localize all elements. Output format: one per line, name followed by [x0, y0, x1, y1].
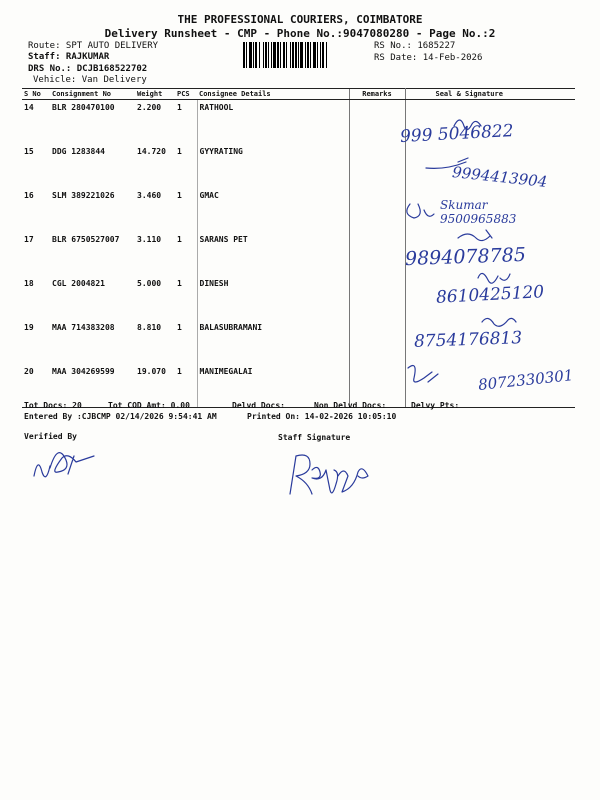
handwritten-phone: 8754176813 — [413, 328, 523, 352]
handwritten-phone: 8610425120 — [435, 282, 545, 308]
drs-number: DRS No.: DCJB168522702 — [28, 64, 148, 74]
row-weight: 5.000 — [137, 279, 162, 288]
row-pcs: 1 — [177, 103, 182, 112]
non-delivered-docs: Non Delvd Docs: — [314, 401, 387, 410]
row-pcs: 1 — [175, 364, 197, 408]
handwritten-phone: 9894078785 — [404, 243, 527, 271]
row-consignee: GMAC — [197, 188, 349, 232]
row-sno: 15 — [24, 147, 34, 156]
runsheet-title: Delivery Runsheet - CMP - Phone No.:9047080280 - Page No.:2 — [104, 27, 496, 40]
col-weight: Weight — [135, 89, 175, 100]
staff-signature — [282, 446, 392, 506]
row-weight: 8.810 — [137, 323, 162, 332]
company-title: THE PROFESSIONAL COURIERS, COIMBATORE — [177, 13, 423, 26]
row-consignee: DINESH — [197, 276, 349, 320]
row-sno: 14 — [24, 103, 34, 112]
row-sno: 17 — [24, 235, 34, 244]
col-consignment: Consignment No — [50, 89, 135, 100]
row-consignment: MAA 304269599 — [50, 364, 135, 408]
delivered-docs: Delvd Docs: — [232, 401, 285, 410]
row-sno: 19 — [24, 323, 34, 332]
col-remarks: Remarks — [349, 89, 405, 100]
total-cod: Tot COD Amt: 0.00 — [108, 401, 190, 410]
staff-label: Staff: RAJKUMAR — [28, 52, 110, 62]
entered-by: Entered By :CJBCMP 02/14/2026 9:54:41 AM — [24, 412, 217, 421]
row-consignment: DDG 1283844 — [52, 147, 105, 156]
route-label: Route: SPT AUTO DELIVERY — [28, 41, 159, 51]
row-consignment: SLM 389221026 — [52, 191, 115, 200]
verified-by-label: Verified By — [24, 432, 77, 441]
row-consignment: MAA 714383208 — [52, 323, 115, 332]
row-consignment: CGL 2004821 — [52, 279, 105, 288]
barcode — [243, 42, 369, 68]
col-seal: Seal & Signature — [405, 89, 575, 100]
vehicle-label: Vehicle: Van Delivery — [33, 75, 147, 85]
row-consignment: BLR 280470100 — [52, 103, 115, 112]
row-consignee: RATHOOL — [197, 100, 349, 145]
rs-date: RS Date: 14-Feb-2026 — [374, 53, 483, 63]
row-pcs: 1 — [177, 323, 182, 332]
col-consignee: Consignee Details — [197, 89, 349, 100]
row-sno: 16 — [24, 191, 34, 200]
handwritten-phone: Skumar 9500965883 — [440, 198, 517, 226]
row-weight: 19.070 — [135, 364, 175, 408]
row-consignee: SARANS PET — [197, 232, 349, 276]
row-pcs: 1 — [177, 147, 182, 156]
verifier-signature — [28, 440, 108, 490]
row-weight: 3.460 — [137, 191, 162, 200]
row-weight: 2.200 — [137, 103, 162, 112]
col-pcs: PCS — [175, 89, 197, 100]
row-weight: 3.110 — [137, 235, 162, 244]
row-weight: 14.720 — [137, 147, 166, 156]
col-sno: S No — [22, 89, 50, 100]
row-pcs: 1 — [177, 235, 182, 244]
row-pcs: 1 — [177, 191, 182, 200]
row-consignee: MANIMEGALAI — [197, 364, 349, 408]
row-consignment: BLR 6750527007 — [52, 235, 120, 244]
signature-scribbles — [380, 96, 580, 396]
row-consignee: GYYRATING — [197, 144, 349, 188]
staff-signature-label: Staff Signature — [278, 433, 351, 442]
delivery-points: Delvy Pts: — [411, 401, 460, 410]
row-sno: 18 — [24, 279, 34, 288]
handwritten-phone: 999 5046822 — [399, 121, 515, 147]
handwritten-phone: 9994413904 — [451, 163, 549, 191]
printed-on: Printed On: 14-02-2026 10:05:10 — [247, 412, 397, 421]
row-pcs: 1 — [177, 279, 182, 288]
rs-number: RS No.: 1685227 — [374, 41, 456, 51]
row-consignee: BALASUBRAMANI — [197, 320, 349, 364]
row-sno: 20 — [22, 364, 50, 408]
handwritten-phone: 8072330301 — [477, 366, 575, 394]
total-docs: Tot Docs: 20 — [24, 401, 82, 410]
